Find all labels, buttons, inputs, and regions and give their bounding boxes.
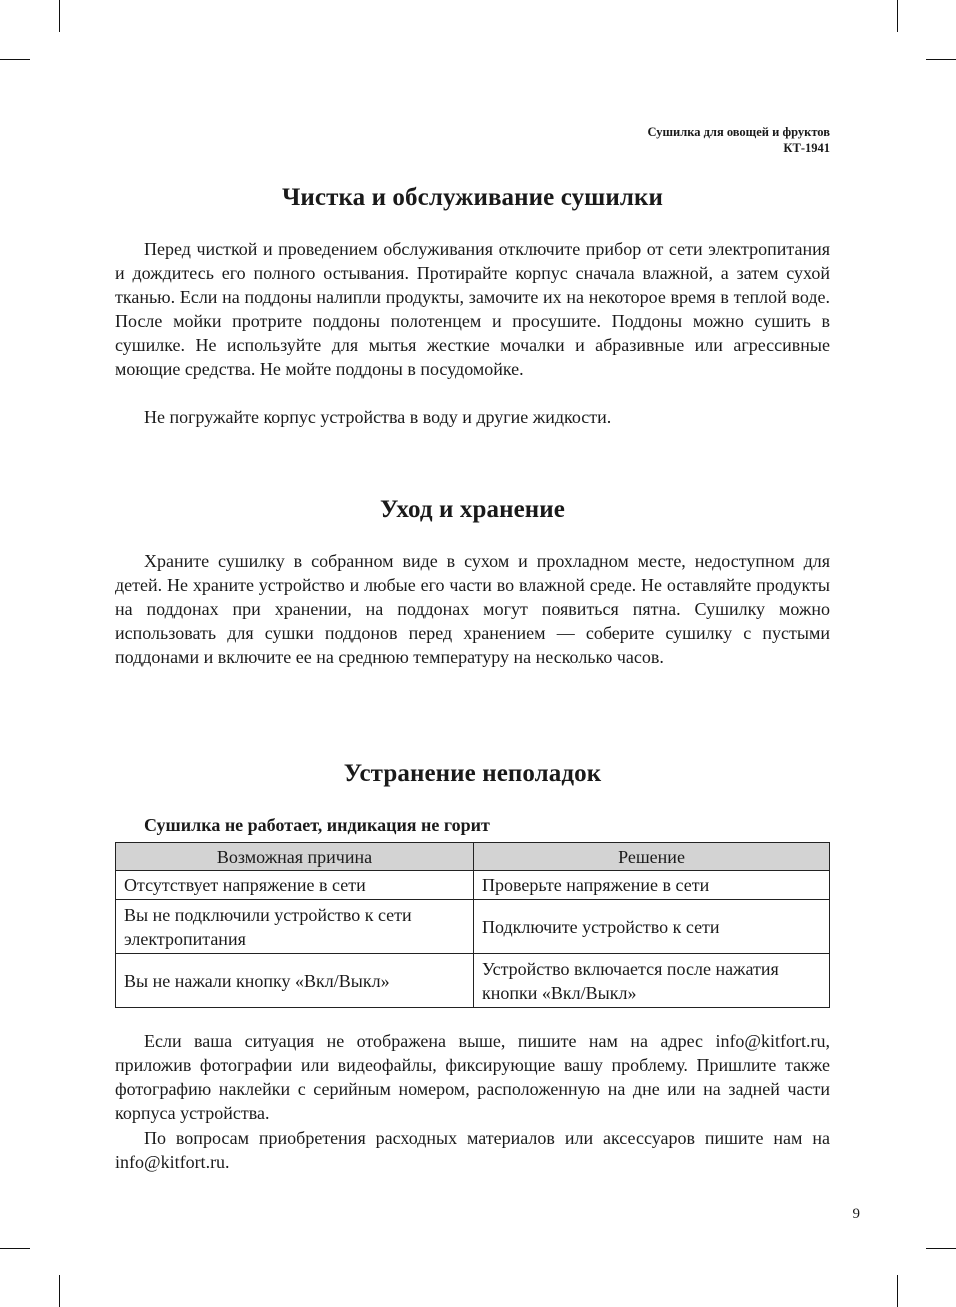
table-cell-solution: Проверьте напряжение в сети (474, 871, 830, 900)
accessories-paragraph: По вопросам приобретения расходных материалов или аксессуаров пишите нам на info@kitfort.ru. (115, 1128, 830, 1172)
table-header-solution: Решение (474, 843, 830, 871)
section-title-cleaning: Чистка и обслуживание сушилки (281, 184, 664, 211)
crop-mark (0, 59, 30, 60)
table-cell-cause: Вы не подключили устройство к сети электропитания (116, 900, 474, 954)
crop-mark (926, 1248, 956, 1249)
storage-paragraph: Храните сушилку в собранном виде в сухом и прохладном месте, недоступном для детей. Не храните устройство и любые его части во влажной среде. Не оставляйте продукты на поддонах при хранении, на поддонах могут появиться пятна. Сушилку можно использовать для сушки поддонов перед хранением — соберите сушилку с пустыми поддонами и включите ее на среднюю температуру на несколько часов. (115, 551, 830, 667)
table-cell-cause: Вы не нажали кнопку «Вкл/Выкл» (116, 954, 474, 1008)
section-title-troubleshooting: Устранение неполадок (343, 760, 602, 787)
table-row (116, 954, 830, 1008)
troubleshooting-subtitle: Сушилка не работает, индикация не горит (144, 815, 490, 835)
table-header-row (116, 843, 830, 871)
crop-mark (0, 1248, 30, 1249)
cleaning-paragraph: Перед чисткой и проведением обслуживания отключите прибор от сети электропитания и дождитесь его полного остывания. Протирайте корпус сначала влажной, а затем сухой тканью. Если на поддоны налипли продукты, замочите их на некоторое время в теплой воде. После мойки протрите поддоны полотенцем и просушите. Поддоны можно сушить в сушилке. Не используйте для мытья жесткие мочалки и абразивные или агрессивные моющие средства. Не мойте поддоны в посудомойке. (115, 239, 830, 379)
table-cell-solution: Подключите устройство к сети (474, 900, 830, 954)
table-cell-cause: Отсутствует напряжение в сети (116, 871, 474, 900)
section-title-storage: Уход и хранение (380, 496, 565, 523)
crop-mark (897, 1275, 898, 1307)
table-header-cause: Возможная причина (116, 843, 474, 871)
header-product-name: Сушилка для овощей и фруктов (647, 125, 830, 139)
table-cell-solution: Устройство включается после нажатия кнопки «Вкл/Выкл» (474, 954, 830, 1008)
contact-paragraph: Если ваша ситуация не отображена выше, пишите нам на адрес info@kitfort.ru, приложив фотографии или видеофайлы, фиксирующие вашу проблему. Пришлите также фотографию наклейки с серийным номером, расположенную на дне или на задней части корпуса устройства. (115, 1031, 830, 1123)
table-row (116, 900, 830, 954)
crop-mark (59, 0, 60, 32)
table-row (116, 871, 830, 900)
troubleshooting-table (115, 842, 830, 1008)
crop-mark (897, 0, 898, 32)
crop-mark (926, 59, 956, 60)
cleaning-warning-paragraph: Не погружайте корпус устройства в воду и другие жидкости. (144, 407, 612, 427)
header-model: КТ-1941 (783, 141, 830, 155)
crop-mark (59, 1275, 60, 1307)
running-header (647, 124, 830, 156)
page-number: 9 (852, 1206, 860, 1222)
